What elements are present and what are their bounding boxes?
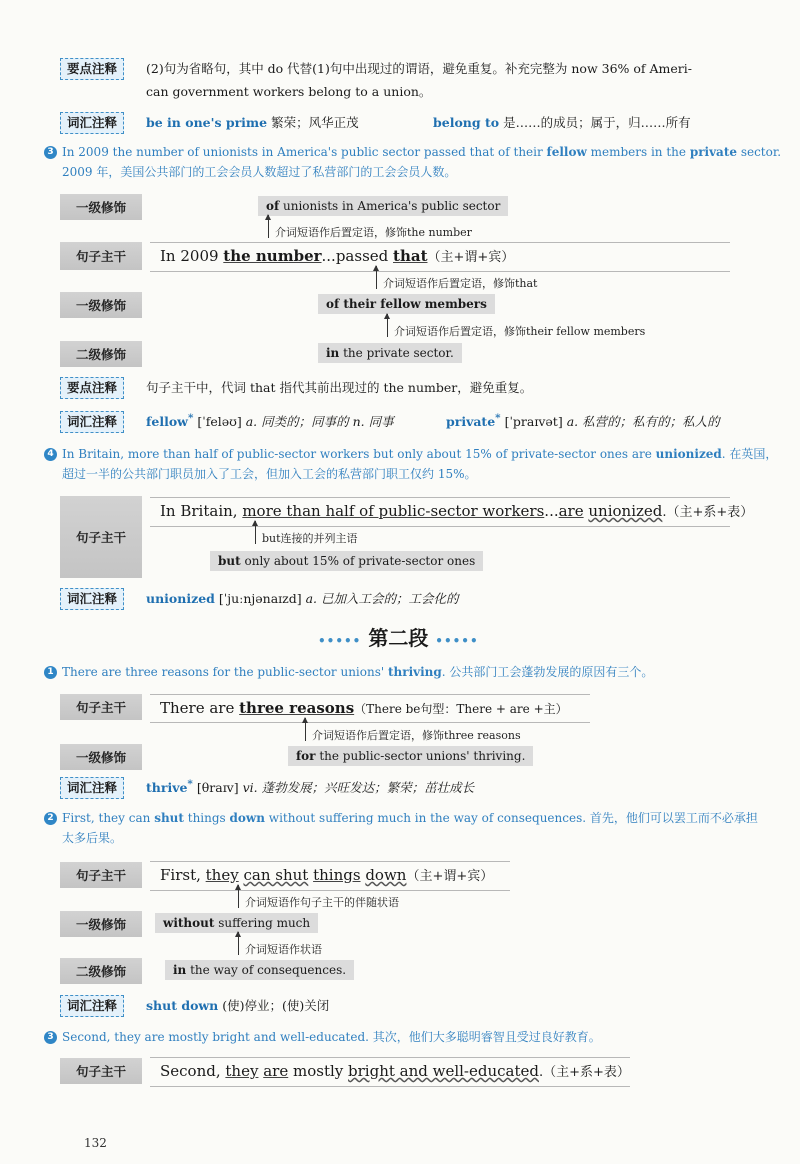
sentence-number-badge: 4	[44, 448, 57, 461]
modifier-box: of unionists in America's public sector	[258, 196, 508, 216]
modifier-box: without suffering much	[155, 913, 318, 933]
sentence-en: First, they can shut things down without suffering much in the way of consequences. 首先，他们可以罢工而不必承担	[62, 811, 758, 825]
main-clause-label: 句子主干	[60, 1058, 142, 1084]
mod1-label: 一级修饰	[60, 292, 142, 318]
mod1-label: 一级修饰	[60, 744, 142, 770]
key-point-text-cont: can government workers belong to a union。	[146, 84, 432, 99]
sentence-number-badge: 2	[44, 812, 57, 825]
vocab-entry: shut down (使)停业；(使)关闭	[146, 998, 330, 1013]
sentence-en: Second, they are mostly bright and well-educated. 其次，他们大多聪明睿智且受过良好教育。	[62, 1030, 601, 1044]
main-clause: First, they can shut things down（主+谓+宾）	[150, 861, 510, 891]
vocab-entry: fellow* [ˈfeləʊ] a. 同类的；同事的 n. 同事	[146, 412, 394, 430]
section-heading: ••••• 第二段 •••••	[318, 626, 479, 650]
modifier-box: of their fellow members	[318, 294, 495, 314]
vocab-tag: 词汇注释	[60, 995, 124, 1017]
mod2-label: 二级修饰	[60, 341, 142, 367]
modifier-note: 介词短语作后置定语，修饰that	[383, 277, 538, 290]
modifier-note: 介词短语作状语	[245, 943, 322, 956]
vocab-tag: 词汇注释	[60, 777, 124, 799]
main-clause: Second, they are mostly bright and well-educated.（主+系+表）	[150, 1057, 630, 1087]
vocab-tag: 词汇注释	[60, 411, 124, 433]
sentence-en: In 2009 the number of unionists in America's public sector passed that of their fellow members in the private sector.	[62, 145, 782, 159]
main-clause: In 2009 the number...passed that（主+谓+宾）	[150, 242, 730, 272]
sentence-zh: 2009 年，美国公共部门的工会会员人数超过了私营部门的工会会员人数。	[62, 165, 457, 179]
sentence-number-badge: 1	[44, 666, 57, 679]
vocab-entry: unionized [ˈjuːnjənaɪzd] a. 已加入工会的；工会化的	[146, 591, 459, 606]
key-point-text: 句子主干中，代词 that 指代其前出现过的 the number，避免重复。	[146, 380, 533, 395]
modifier-note: 介词短语作后置定语，修饰the number	[275, 226, 472, 239]
vocab-entry: be in one's prime 繁荣；风华正茂	[146, 115, 359, 130]
sentence-number-badge: 3	[44, 146, 57, 159]
vocab-tag: 词汇注释	[60, 112, 124, 134]
modifier-box: in the way of consequences.	[165, 960, 354, 980]
sentence-zh: 太多后果。	[62, 831, 123, 845]
key-point-tag: 要点注释	[60, 58, 124, 80]
modifier-note: but连接的并列主语	[262, 532, 358, 545]
mod1-label: 一级修饰	[60, 194, 142, 220]
key-point-text: (2)句为省略句，其中 do 代替(1)句中出现过的谓语，避免重复。补充完整为 now 36% of Ameri-	[146, 61, 692, 76]
main-clause-label: 句子主干	[60, 242, 142, 270]
sentence-en: There are three reasons for the public-sector unions' thriving. 公共部门工会蓬勃发展的原因有三个。	[62, 665, 654, 679]
key-point-tag: 要点注释	[60, 377, 124, 399]
modifier-note: 介词短语作句子主干的伴随状语	[245, 896, 399, 909]
main-clause: There are three reasons（There be句型：There + are +主）	[150, 694, 590, 723]
vocab-entry: private* [ˈpraɪvət] a. 私营的；私有的；私人的	[446, 412, 720, 430]
modifier-note: 介词短语作后置定语，修饰three reasons	[312, 729, 521, 742]
sentence-en: In Britain, more than half of public-sector workers but only about 15% of private-sector ones are unionized. 在英国，	[62, 447, 778, 461]
vocab-entry: belong to 是……的成员；属于，归……所有	[433, 115, 691, 130]
main-clause-label: 句子主干	[60, 496, 142, 578]
page-number: 132	[84, 1136, 107, 1150]
modifier-box: but only about 15% of private-sector ones	[210, 551, 483, 571]
sentence-number-badge: 3	[44, 1031, 57, 1044]
vocab-entry: thrive* [θraɪv] vi. 蓬勃发展；兴旺发达；繁荣；茁壮成长	[146, 778, 475, 796]
main-clause-label: 句子主干	[60, 862, 142, 888]
modifier-box: for the public-sector unions' thriving.	[288, 746, 533, 766]
modifier-note: 介词短语作后置定语，修饰their fellow members	[394, 325, 646, 338]
modifier-box: in the private sector.	[318, 343, 462, 363]
main-clause-label: 句子主干	[60, 694, 142, 720]
mod2-label: 二级修饰	[60, 958, 142, 984]
mod1-label: 一级修饰	[60, 911, 142, 937]
vocab-tag: 词汇注释	[60, 588, 124, 610]
sentence-zh: 超过一半的公共部门职员加入了工会，但加入工会的私营部门职工仅约 15%。	[62, 467, 477, 481]
main-clause: In Britain, more than half of public-sector workers...are unionized.（主+系+表）	[150, 497, 730, 527]
